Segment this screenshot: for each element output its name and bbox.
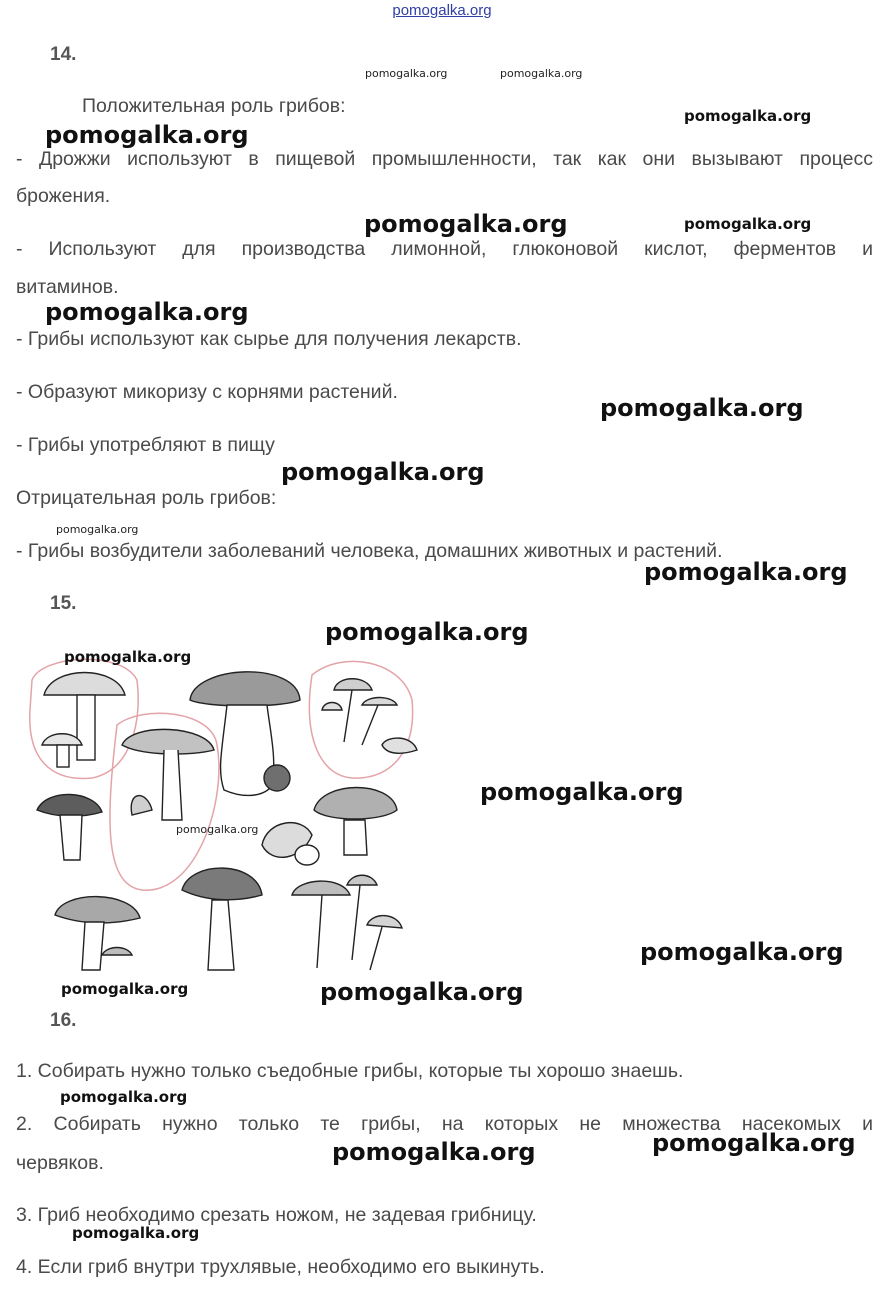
watermark: pomogalka.org: [60, 1088, 188, 1106]
watermark: pomogalka.org: [325, 618, 529, 646]
question-14-number: 14.: [50, 44, 77, 65]
positive-item-food: - Грибы употребляют в пищу: [16, 434, 275, 456]
site-link[interactable]: pomogalka.org: [392, 2, 492, 19]
watermark: pomogalka.org: [72, 1224, 200, 1242]
mushroom-10: [292, 875, 402, 970]
mushroom-8: [182, 868, 262, 970]
watermark: pomogalka.org: [320, 978, 524, 1006]
positive-item-yeast: - Дрожжи используют в пищевой промышленности, так как они вызывают процесс: [16, 148, 873, 170]
watermark: pomogalka.org: [365, 67, 448, 80]
watermark: pomogalka.org: [56, 523, 139, 536]
watermark: pomogalka.org: [176, 823, 259, 836]
watermark: pomogalka.org: [640, 938, 844, 966]
watermark: pomogalka.org: [45, 121, 249, 149]
mushroom-9: [55, 897, 140, 970]
watermark: pomogalka.org: [480, 778, 684, 806]
watermark: pomogalka.org: [45, 298, 249, 326]
mushroom-1: [42, 673, 125, 768]
positive-role-heading: Положительная роль грибов:: [82, 95, 346, 117]
positive-item-yeast-cont: брожения.: [16, 185, 111, 207]
negative-item-diseases: - Грибы возбудители заболеваний человека, домашних животных и растений.: [16, 540, 723, 562]
rule-4: 4. Если гриб внутри трухлявые, необходимо его выкинуть.: [16, 1256, 545, 1278]
mushroom-7: [262, 823, 319, 865]
rule-2: 2. Собирать нужно только те грибы, на которых не множества насекомых и: [16, 1113, 873, 1135]
positive-item-acids-cont: витаминов.: [16, 276, 119, 298]
watermark: pomogalka.org: [652, 1129, 856, 1157]
mushrooms-illustration: [22, 650, 422, 985]
positive-item-acids: - Используют для производства лимонной, глюконовой кислот, ферментов и: [16, 238, 873, 260]
mushroom-5: [37, 794, 102, 860]
watermark: pomogalka.org: [684, 107, 812, 125]
watermark: pomogalka.org: [644, 558, 848, 586]
mushroom-2: [190, 672, 300, 796]
mushroom-4: [122, 729, 214, 820]
watermark: pomogalka.org: [281, 458, 485, 486]
rule-3: 3. Гриб необходимо срезать ножом, не задевая грибницу.: [16, 1204, 537, 1226]
question-15-number: 15.: [50, 593, 77, 614]
watermark: pomogalka.org: [364, 210, 568, 238]
watermark: pomogalka.org: [332, 1138, 536, 1166]
mushroom-6: [314, 788, 397, 856]
positive-item-mycorrhiza: - Образуют микоризу с корнями растений.: [16, 381, 398, 403]
watermark: pomogalka.org: [684, 215, 812, 233]
positive-item-medicine: - Грибы используют как сырье для получения лекарств.: [16, 328, 522, 350]
watermark: pomogalka.org: [500, 67, 583, 80]
watermark: pomogalka.org: [64, 648, 192, 666]
mushroom-3: [322, 679, 417, 754]
watermark: pomogalka.org: [600, 394, 804, 422]
rule-1: 1. Собирать нужно только съедобные грибы, которые ты хорошо знаешь.: [16, 1060, 684, 1082]
negative-role-heading: Отрицательная роль грибов:: [16, 487, 277, 509]
question-16-number: 16.: [50, 1010, 77, 1031]
watermark: pomogalka.org: [61, 980, 189, 998]
rule-2-cont: червяков.: [16, 1152, 104, 1174]
